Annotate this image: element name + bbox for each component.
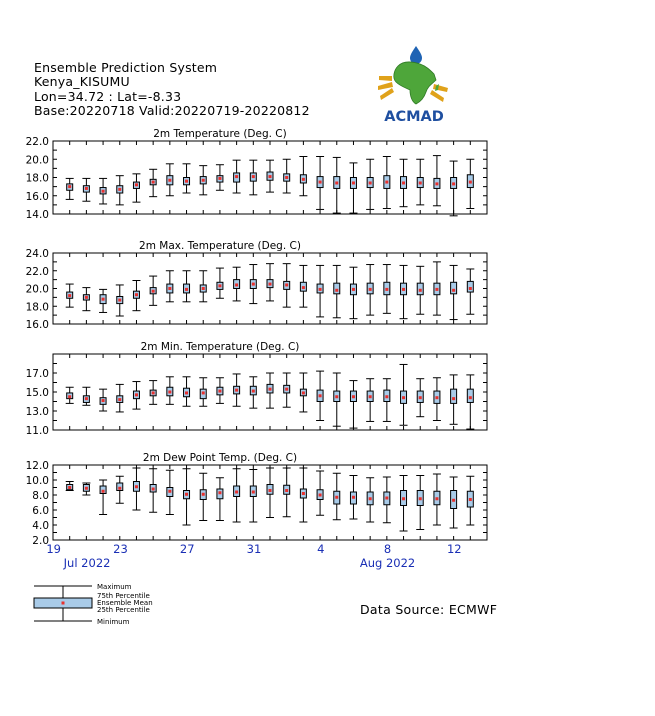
y-tick-label: 24.0 bbox=[25, 248, 49, 260]
x-date-label: 12 bbox=[446, 542, 462, 556]
y-tick-label: 18.0 bbox=[25, 172, 49, 185]
mean-marker bbox=[118, 188, 121, 191]
mean-marker bbox=[385, 181, 388, 184]
mean-marker bbox=[469, 498, 472, 501]
mean-marker bbox=[435, 497, 438, 500]
mean-marker bbox=[319, 394, 322, 397]
panel-title: 2m Min. Temperature (Deg. C) bbox=[140, 341, 300, 353]
mean-marker bbox=[252, 491, 255, 494]
y-tick-label: 16.0 bbox=[25, 319, 49, 331]
mean-marker bbox=[235, 389, 238, 392]
mean-marker bbox=[419, 396, 422, 399]
mean-marker bbox=[135, 485, 138, 488]
mean-marker bbox=[269, 489, 272, 492]
mean-marker bbox=[68, 395, 71, 398]
mean-marker bbox=[352, 496, 355, 499]
legend-label: Maximum bbox=[97, 583, 132, 591]
mean-marker bbox=[185, 493, 188, 496]
mean-marker bbox=[118, 398, 121, 401]
mean-marker bbox=[118, 299, 121, 302]
iqr-box bbox=[451, 389, 457, 403]
panel-title: 2m Max. Temperature (Deg. C) bbox=[139, 240, 301, 252]
mean-marker bbox=[319, 288, 322, 291]
mean-marker bbox=[168, 391, 171, 394]
mean-marker bbox=[202, 287, 205, 290]
y-tick-label: 22.0 bbox=[25, 265, 49, 278]
panel-title: 2m Dew Point Temp. (Deg. C) bbox=[142, 452, 298, 464]
x-date-label: 23 bbox=[113, 542, 128, 556]
mean-marker bbox=[68, 294, 71, 297]
mean-marker bbox=[319, 181, 322, 184]
x-date-label: 4 bbox=[317, 542, 325, 556]
mean-marker bbox=[352, 288, 355, 291]
x-month-label: Jul 2022 bbox=[63, 556, 111, 570]
mean-marker bbox=[369, 395, 372, 398]
legend-label: 75th Percentile bbox=[97, 592, 150, 600]
y-tick-label: 11.0 bbox=[25, 425, 49, 437]
mean-marker bbox=[369, 288, 372, 291]
mean-marker bbox=[302, 492, 305, 495]
mean-marker bbox=[419, 289, 422, 292]
mean-marker bbox=[252, 175, 255, 178]
mean-marker bbox=[102, 490, 105, 493]
mean-marker bbox=[118, 487, 121, 490]
mean-marker bbox=[469, 396, 472, 399]
mean-marker bbox=[319, 494, 322, 497]
x-date-label: 31 bbox=[246, 542, 262, 556]
system-title: Ensemble Prediction System bbox=[34, 60, 218, 75]
x-month-label: Aug 2022 bbox=[359, 556, 416, 570]
mean-marker bbox=[168, 287, 171, 290]
mean-marker bbox=[135, 293, 138, 296]
y-tick-label: 16.0 bbox=[25, 190, 49, 203]
x-date-label: 19 bbox=[46, 542, 62, 556]
legend-label: Ensemble Mean bbox=[97, 599, 153, 607]
mean-marker bbox=[352, 395, 355, 398]
mean-marker bbox=[102, 298, 105, 301]
mean-marker bbox=[202, 493, 205, 496]
iqr-box bbox=[334, 283, 340, 294]
mean-marker bbox=[102, 399, 105, 402]
iqr-box bbox=[451, 282, 457, 294]
mean-marker bbox=[185, 288, 188, 291]
location-name: Kenya_KISUMU bbox=[34, 74, 130, 89]
mean-marker bbox=[135, 183, 138, 186]
iqr-box bbox=[467, 281, 473, 292]
mean-marker bbox=[168, 179, 171, 182]
legend-label: Minimum bbox=[97, 618, 130, 626]
mean-marker bbox=[335, 181, 338, 184]
x-date-label: 8 bbox=[383, 542, 392, 556]
mean-marker bbox=[435, 288, 438, 291]
y-tick-label: 4.0 bbox=[32, 520, 49, 532]
mean-marker bbox=[152, 181, 155, 184]
mean-marker bbox=[402, 288, 405, 291]
mean-marker bbox=[369, 181, 372, 184]
mean-marker bbox=[452, 289, 455, 292]
y-tick-label: 18.0 bbox=[25, 301, 49, 314]
mean-marker bbox=[202, 391, 205, 394]
y-tick-label: 14.0 bbox=[25, 209, 49, 221]
mean-marker bbox=[218, 390, 221, 393]
y-tick-label: 8.0 bbox=[32, 490, 49, 502]
mean-marker bbox=[352, 181, 355, 184]
mean-marker bbox=[218, 491, 221, 494]
data-source: Data Source: ECMWF bbox=[360, 602, 498, 617]
mean-marker bbox=[385, 288, 388, 291]
y-tick-label: 10.0 bbox=[25, 475, 49, 487]
mean-marker bbox=[235, 283, 238, 286]
mean-marker bbox=[235, 175, 238, 178]
forecast-dates: Base:20220718 Valid:20220719-20220812 bbox=[34, 103, 310, 118]
y-tick-label: 2.0 bbox=[32, 535, 49, 547]
mean-marker bbox=[402, 497, 405, 500]
mean-marker bbox=[335, 496, 338, 499]
mean-marker bbox=[385, 497, 388, 500]
mean-marker bbox=[285, 283, 288, 286]
mean-marker bbox=[469, 287, 472, 290]
y-tick-label: 6.0 bbox=[32, 505, 49, 517]
mean-marker bbox=[185, 180, 188, 183]
mean-marker bbox=[252, 283, 255, 286]
mean-marker bbox=[168, 490, 171, 493]
legend-label: 25th Percentile bbox=[97, 606, 150, 614]
mean-marker bbox=[285, 388, 288, 391]
mean-marker bbox=[402, 396, 405, 399]
y-tick-label: 12.0 bbox=[25, 460, 49, 472]
mean-marker bbox=[102, 190, 105, 193]
y-tick-label: 13.0 bbox=[25, 406, 49, 418]
mean-marker bbox=[302, 286, 305, 289]
mean-marker bbox=[452, 397, 455, 400]
legend-mean-marker bbox=[62, 602, 65, 605]
mean-marker bbox=[419, 181, 422, 184]
mean-marker bbox=[435, 182, 438, 185]
mean-marker bbox=[152, 488, 155, 491]
mean-marker bbox=[435, 396, 438, 399]
mean-marker bbox=[218, 284, 221, 287]
mean-marker bbox=[269, 283, 272, 286]
mean-marker bbox=[68, 486, 71, 489]
mean-marker bbox=[469, 181, 472, 184]
mean-marker bbox=[452, 499, 455, 502]
mean-marker bbox=[68, 185, 71, 188]
mean-marker bbox=[185, 391, 188, 394]
mean-marker bbox=[152, 290, 155, 293]
mean-marker bbox=[235, 491, 238, 494]
mean-marker bbox=[85, 187, 88, 190]
mean-marker bbox=[402, 181, 405, 184]
mean-marker bbox=[385, 395, 388, 398]
mean-marker bbox=[152, 391, 155, 394]
mean-marker bbox=[202, 179, 205, 182]
mean-marker bbox=[369, 497, 372, 500]
mean-marker bbox=[85, 487, 88, 490]
coordinates: Lon=34.72 : Lat=-8.33 bbox=[34, 89, 182, 104]
y-tick-label: 22.0 bbox=[25, 136, 49, 148]
mean-marker bbox=[85, 397, 88, 400]
mean-marker bbox=[252, 390, 255, 393]
mean-marker bbox=[135, 393, 138, 396]
mean-marker bbox=[218, 177, 221, 180]
mean-marker bbox=[452, 182, 455, 185]
iqr-box bbox=[467, 389, 473, 402]
mean-marker bbox=[269, 175, 272, 178]
mean-marker bbox=[285, 489, 288, 492]
mean-marker bbox=[85, 296, 88, 299]
y-tick-label: 17.0 bbox=[25, 368, 49, 380]
y-tick-label: 15.0 bbox=[25, 387, 49, 399]
panel-title: 2m Temperature (Deg. C) bbox=[153, 128, 287, 140]
mean-marker bbox=[302, 391, 305, 394]
mean-marker bbox=[419, 497, 422, 500]
mean-marker bbox=[302, 178, 305, 181]
mean-marker bbox=[285, 176, 288, 179]
x-date-label: 27 bbox=[179, 542, 195, 556]
mean-marker bbox=[335, 289, 338, 292]
logo-text: ACMAD bbox=[384, 109, 444, 125]
y-tick-label: 20.0 bbox=[25, 283, 49, 296]
mean-marker bbox=[269, 388, 272, 391]
mean-marker bbox=[335, 395, 338, 398]
y-tick-label: 20.0 bbox=[25, 154, 49, 167]
